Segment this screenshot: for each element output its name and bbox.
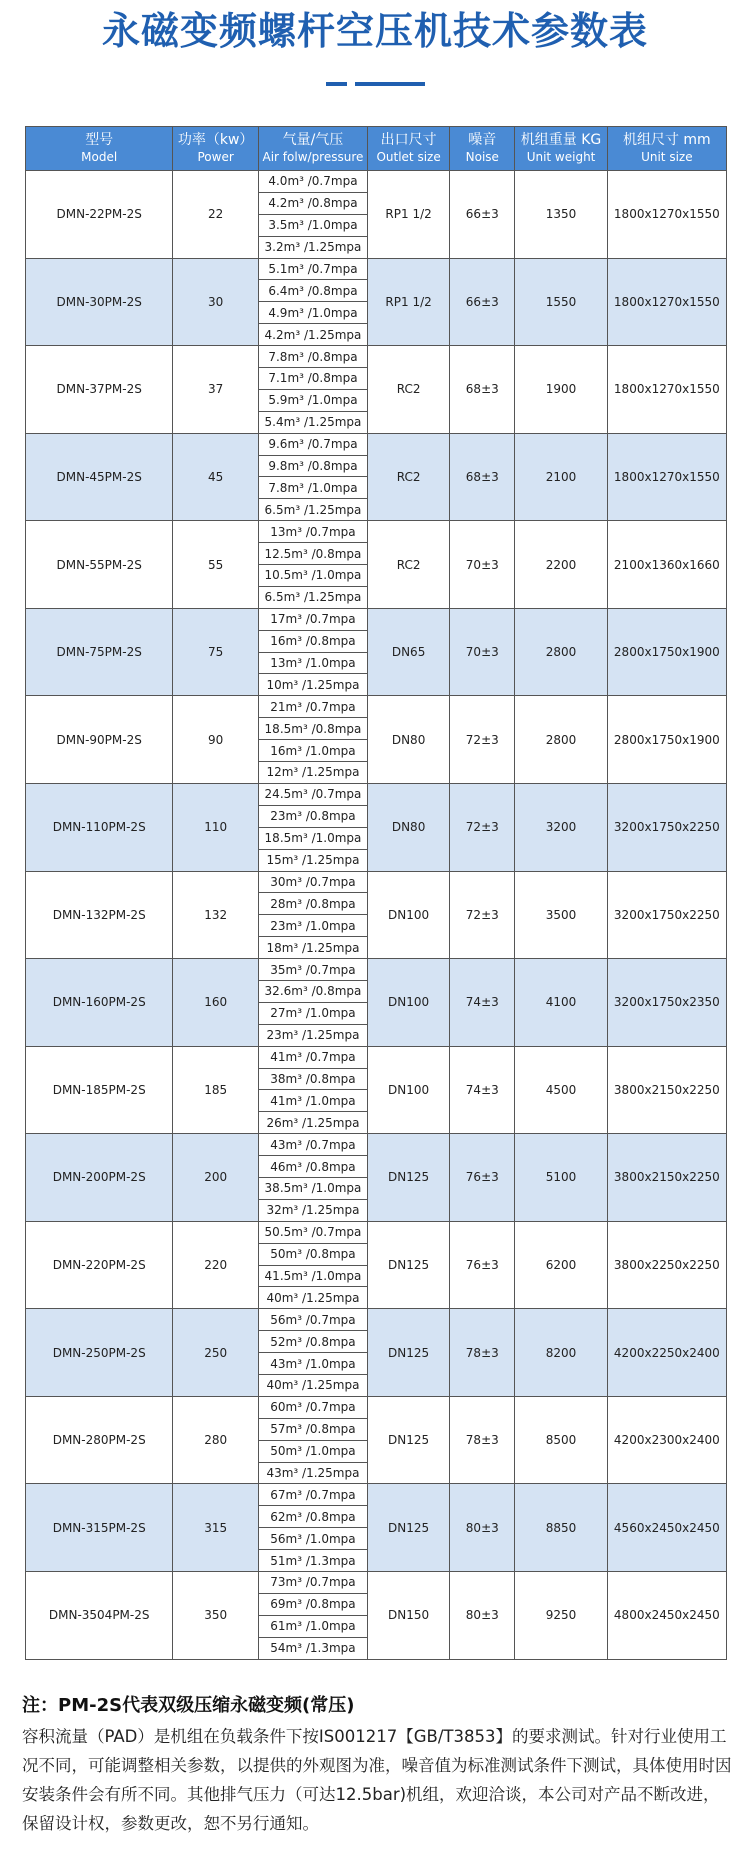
air-pressure-cell: 41m³ /1.0mpa [258, 1090, 367, 1112]
air-pressure-cell: 5.1m³ /0.7mpa [258, 258, 367, 280]
air-pressure-cell: 26m³ /1.25mpa [258, 1112, 367, 1134]
air-pressure-cell: 17m³ /0.7mpa [258, 608, 367, 630]
weight-cell: 8200 [515, 1309, 607, 1397]
air-pressure-cell: 4.2m³ /1.25mpa [258, 324, 367, 346]
note-title: 注：PM-2S代表双级压缩永磁变频(常压) [22, 1695, 355, 1716]
air-pressure-cell: 4.0m³ /0.7mpa [258, 171, 367, 193]
size-cell: 3200x1750x2350 [607, 959, 726, 1047]
size-cell: 1800x1270x1550 [607, 433, 726, 521]
noise-cell: 74±3 [450, 1046, 515, 1134]
air-pressure-cell: 41m³ /0.7mpa [258, 1046, 367, 1068]
size-cell: 4200x2250x2400 [607, 1309, 726, 1397]
table-row [26, 696, 727, 718]
table-row [26, 521, 727, 543]
power-cell: 200 [173, 1134, 259, 1222]
size-cell: 3800x2250x2250 [607, 1221, 726, 1309]
power-cell: 350 [173, 1572, 259, 1660]
table-header-row [26, 127, 727, 171]
power-cell: 315 [173, 1484, 259, 1572]
air-pressure-cell: 10m³ /1.25mpa [258, 674, 367, 696]
outlet-cell: DN80 [368, 696, 450, 784]
outlet-cell: DN80 [368, 783, 450, 871]
model-cell: DMN-30PM-2S [26, 258, 173, 346]
weight-cell: 3500 [515, 871, 607, 959]
outlet-cell: DN125 [368, 1134, 450, 1222]
air-pressure-cell: 28m³ /0.8mpa [258, 893, 367, 915]
model-cell: DMN-315PM-2S [26, 1484, 173, 1572]
weight-cell: 1350 [515, 171, 607, 259]
size-cell: 3800x2150x2250 [607, 1046, 726, 1134]
outlet-cell: DN125 [368, 1396, 450, 1484]
weight-cell: 8850 [515, 1484, 607, 1572]
size-cell: 3200x1750x2250 [607, 871, 726, 959]
air-pressure-cell: 56m³ /1.0mpa [258, 1528, 367, 1550]
air-pressure-cell: 52m³ /0.8mpa [258, 1331, 367, 1353]
weight-cell: 1900 [515, 346, 607, 434]
air-pressure-cell: 4.9m³ /1.0mpa [258, 302, 367, 324]
table-row [26, 433, 727, 455]
weight-cell: 2200 [515, 521, 607, 609]
table-row [26, 258, 727, 280]
size-cell: 4200x2300x2400 [607, 1396, 726, 1484]
size-cell: 3800x2150x2250 [607, 1134, 726, 1222]
air-pressure-cell: 40m³ /1.25mpa [258, 1374, 367, 1396]
header-model: 型号 Model [26, 127, 173, 171]
air-pressure-cell: 43m³ /0.7mpa [258, 1134, 367, 1156]
noise-cell: 66±3 [450, 258, 515, 346]
noise-cell: 72±3 [450, 871, 515, 959]
power-cell: 37 [173, 346, 259, 434]
size-cell: 2800x1750x1900 [607, 608, 726, 696]
air-pressure-cell: 40m³ /1.25mpa [258, 1287, 367, 1309]
note-body: 容积流量（PAD）是机组在负载条件下按IS001217【GB/T3853】的要求测试。针对行业使用工况不同，可能调整相关参数，以提供的外观图为准，噪音值为标准测试条件下测试，具体使用时因安装条件会有所不同。其他排气压力（可达12.5bar)机组，欢迎洽谈，本公司对产品不断改进，保留设计权，参数更改，恕不另行通知。 [22, 1727, 732, 1833]
power-cell: 110 [173, 783, 259, 871]
table-body [26, 171, 727, 1660]
noise-cell: 72±3 [450, 696, 515, 784]
size-cell: 4800x2450x2450 [607, 1572, 726, 1660]
air-pressure-cell: 30m³ /0.7mpa [258, 871, 367, 893]
air-pressure-cell: 27m³ /1.0mpa [258, 1002, 367, 1024]
weight-cell: 1550 [515, 258, 607, 346]
noise-cell: 80±3 [450, 1572, 515, 1660]
power-cell: 250 [173, 1309, 259, 1397]
size-cell: 4560x2450x2450 [607, 1484, 726, 1572]
outlet-cell: RC2 [368, 521, 450, 609]
outlet-cell: DN65 [368, 608, 450, 696]
noise-cell: 72±3 [450, 783, 515, 871]
noise-cell: 68±3 [450, 346, 515, 434]
header-weight: 机组重量 KG Unit weight [515, 127, 607, 171]
noise-cell: 66±3 [450, 171, 515, 259]
header-outlet: 出口尺寸 Outlet size [368, 127, 450, 171]
outlet-cell: RP1 1/2 [368, 258, 450, 346]
model-cell: DMN-160PM-2S [26, 959, 173, 1047]
spec-table [25, 126, 727, 1660]
model-cell: DMN-280PM-2S [26, 1396, 173, 1484]
air-pressure-cell: 60m³ /0.7mpa [258, 1396, 367, 1418]
outlet-cell: RC2 [368, 346, 450, 434]
air-pressure-cell: 73m³ /0.7mpa [258, 1572, 367, 1594]
air-pressure-cell: 38.5m³ /1.0mpa [258, 1177, 367, 1199]
air-pressure-cell: 43m³ /1.25mpa [258, 1462, 367, 1484]
model-cell: DMN-250PM-2S [26, 1309, 173, 1397]
air-pressure-cell: 23m³ /0.8mpa [258, 805, 367, 827]
air-pressure-cell: 24.5m³ /0.7mpa [258, 783, 367, 805]
noise-cell: 78±3 [450, 1309, 515, 1397]
page-title: 永磁变频螺杆空压机技术参数表 [101, 9, 648, 53]
power-cell: 90 [173, 696, 259, 784]
air-pressure-cell: 7.8m³ /1.0mpa [258, 477, 367, 499]
air-pressure-cell: 23m³ /1.25mpa [258, 1024, 367, 1046]
air-pressure-cell: 57m³ /0.8mpa [258, 1418, 367, 1440]
air-pressure-cell: 3.5m³ /1.0mpa [258, 214, 367, 236]
outlet-cell: DN100 [368, 871, 450, 959]
model-cell: DMN-132PM-2S [26, 871, 173, 959]
size-cell: 1800x1270x1550 [607, 258, 726, 346]
noise-cell: 78±3 [450, 1396, 515, 1484]
weight-cell: 8500 [515, 1396, 607, 1484]
weight-cell: 4500 [515, 1046, 607, 1134]
header-air: 气量/气压 Air folw/pressure [258, 127, 367, 171]
power-cell: 55 [173, 521, 259, 609]
outlet-cell: DN125 [368, 1221, 450, 1309]
weight-cell: 2100 [515, 433, 607, 521]
air-pressure-cell: 7.1m³ /0.8mpa [258, 368, 367, 390]
air-pressure-cell: 62m³ /0.8mpa [258, 1506, 367, 1528]
air-pressure-cell: 35m³ /0.7mpa [258, 959, 367, 981]
table-row [26, 1134, 727, 1156]
outlet-cell: DN150 [368, 1572, 450, 1660]
model-cell: DMN-3504PM-2S [26, 1572, 173, 1660]
air-pressure-cell: 6.5m³ /1.25mpa [258, 499, 367, 521]
model-cell: DMN-110PM-2S [26, 783, 173, 871]
air-pressure-cell: 6.4m³ /0.8mpa [258, 280, 367, 302]
power-cell: 132 [173, 871, 259, 959]
air-pressure-cell: 67m³ /0.7mpa [258, 1484, 367, 1506]
air-pressure-cell: 38m³ /0.8mpa [258, 1068, 367, 1090]
air-pressure-cell: 46m³ /0.8mpa [258, 1156, 367, 1178]
noise-cell: 76±3 [450, 1221, 515, 1309]
air-pressure-cell: 50.5m³ /0.7mpa [258, 1221, 367, 1243]
air-pressure-cell: 12m³ /1.25mpa [258, 762, 367, 784]
air-pressure-cell: 9.8m³ /0.8mpa [258, 455, 367, 477]
table-row [26, 346, 727, 368]
power-cell: 220 [173, 1221, 259, 1309]
table-row [26, 171, 727, 193]
model-cell: DMN-22PM-2S [26, 171, 173, 259]
header-power: 功率（kw） Power [173, 127, 259, 171]
air-pressure-cell: 10.5m³ /1.0mpa [258, 565, 367, 587]
table-row [26, 959, 727, 981]
model-cell: DMN-220PM-2S [26, 1221, 173, 1309]
outlet-cell: RP1 1/2 [368, 171, 450, 259]
air-pressure-cell: 3.2m³ /1.25mpa [258, 236, 367, 258]
header-noise: 噪音 Noise [450, 127, 515, 171]
weight-cell: 2800 [515, 696, 607, 784]
model-cell: DMN-45PM-2S [26, 433, 173, 521]
air-pressure-cell: 18m³ /1.25mpa [258, 937, 367, 959]
air-pressure-cell: 16m³ /1.0mpa [258, 740, 367, 762]
size-cell: 2100x1360x1660 [607, 521, 726, 609]
model-cell: DMN-37PM-2S [26, 346, 173, 434]
power-cell: 75 [173, 608, 259, 696]
noise-cell: 80±3 [450, 1484, 515, 1572]
air-pressure-cell: 51m³ /1.3mpa [258, 1550, 367, 1572]
table-row [26, 1221, 727, 1243]
air-pressure-cell: 69m³ /0.8mpa [258, 1593, 367, 1615]
size-cell: 3200x1750x2250 [607, 783, 726, 871]
table-row [26, 1572, 727, 1594]
noise-cell: 68±3 [450, 433, 515, 521]
noise-cell: 76±3 [450, 1134, 515, 1222]
title-divider-right [355, 82, 425, 86]
model-cell: DMN-55PM-2S [26, 521, 173, 609]
table-row [26, 1309, 727, 1331]
table-row [26, 1396, 727, 1418]
power-cell: 160 [173, 959, 259, 1047]
model-cell: DMN-75PM-2S [26, 608, 173, 696]
air-pressure-cell: 16m³ /0.8mpa [258, 630, 367, 652]
air-pressure-cell: 18.5m³ /0.8mpa [258, 718, 367, 740]
air-pressure-cell: 61m³ /1.0mpa [258, 1615, 367, 1637]
weight-cell: 9250 [515, 1572, 607, 1660]
air-pressure-cell: 5.4m³ /1.25mpa [258, 411, 367, 433]
air-pressure-cell: 54m³ /1.3mpa [258, 1637, 367, 1659]
air-pressure-cell: 43m³ /1.0mpa [258, 1353, 367, 1375]
outlet-cell: DN100 [368, 1046, 450, 1134]
title-divider-left [326, 82, 347, 86]
power-cell: 185 [173, 1046, 259, 1134]
air-pressure-cell: 9.6m³ /0.7mpa [258, 433, 367, 455]
power-cell: 22 [173, 171, 259, 259]
table-row [26, 871, 727, 893]
air-pressure-cell: 4.2m³ /0.8mpa [258, 192, 367, 214]
air-pressure-cell: 13m³ /1.0mpa [258, 652, 367, 674]
air-pressure-cell: 41.5m³ /1.0mpa [258, 1265, 367, 1287]
noise-cell: 74±3 [450, 959, 515, 1047]
table-row [26, 608, 727, 630]
air-pressure-cell: 15m³ /1.25mpa [258, 849, 367, 871]
table-row [26, 1484, 727, 1506]
weight-cell: 2800 [515, 608, 607, 696]
air-pressure-cell: 6.5m³ /1.25mpa [258, 586, 367, 608]
header-size: 机组尺寸 mm Unit size [607, 127, 726, 171]
noise-cell: 70±3 [450, 608, 515, 696]
outlet-cell: DN125 [368, 1309, 450, 1397]
size-cell: 1800x1270x1550 [607, 346, 726, 434]
noise-cell: 70±3 [450, 521, 515, 609]
air-pressure-cell: 5.9m³ /1.0mpa [258, 389, 367, 411]
model-cell: DMN-90PM-2S [26, 696, 173, 784]
air-pressure-cell: 21m³ /0.7mpa [258, 696, 367, 718]
air-pressure-cell: 18.5m³ /1.0mpa [258, 827, 367, 849]
power-cell: 280 [173, 1396, 259, 1484]
air-pressure-cell: 7.8m³ /0.8mpa [258, 346, 367, 368]
air-pressure-cell: 32m³ /1.25mpa [258, 1199, 367, 1221]
outlet-cell: RC2 [368, 433, 450, 521]
note-section [22, 1692, 732, 1838]
air-pressure-cell: 32.6m³ /0.8mpa [258, 980, 367, 1002]
table-row [26, 1046, 727, 1068]
outlet-cell: DN100 [368, 959, 450, 1047]
power-cell: 45 [173, 433, 259, 521]
model-cell: DMN-200PM-2S [26, 1134, 173, 1222]
power-cell: 30 [173, 258, 259, 346]
weight-cell: 4100 [515, 959, 607, 1047]
air-pressure-cell: 13m³ /0.7mpa [258, 521, 367, 543]
weight-cell: 5100 [515, 1134, 607, 1222]
table-row [26, 783, 727, 805]
model-cell: DMN-185PM-2S [26, 1046, 173, 1134]
size-cell: 1800x1270x1550 [607, 171, 726, 259]
air-pressure-cell: 50m³ /0.8mpa [258, 1243, 367, 1265]
outlet-cell: DN125 [368, 1484, 450, 1572]
air-pressure-cell: 50m³ /1.0mpa [258, 1440, 367, 1462]
weight-cell: 6200 [515, 1221, 607, 1309]
size-cell: 2800x1750x1900 [607, 696, 726, 784]
air-pressure-cell: 23m³ /1.0mpa [258, 915, 367, 937]
air-pressure-cell: 56m³ /0.7mpa [258, 1309, 367, 1331]
air-pressure-cell: 12.5m³ /0.8mpa [258, 543, 367, 565]
weight-cell: 3200 [515, 783, 607, 871]
